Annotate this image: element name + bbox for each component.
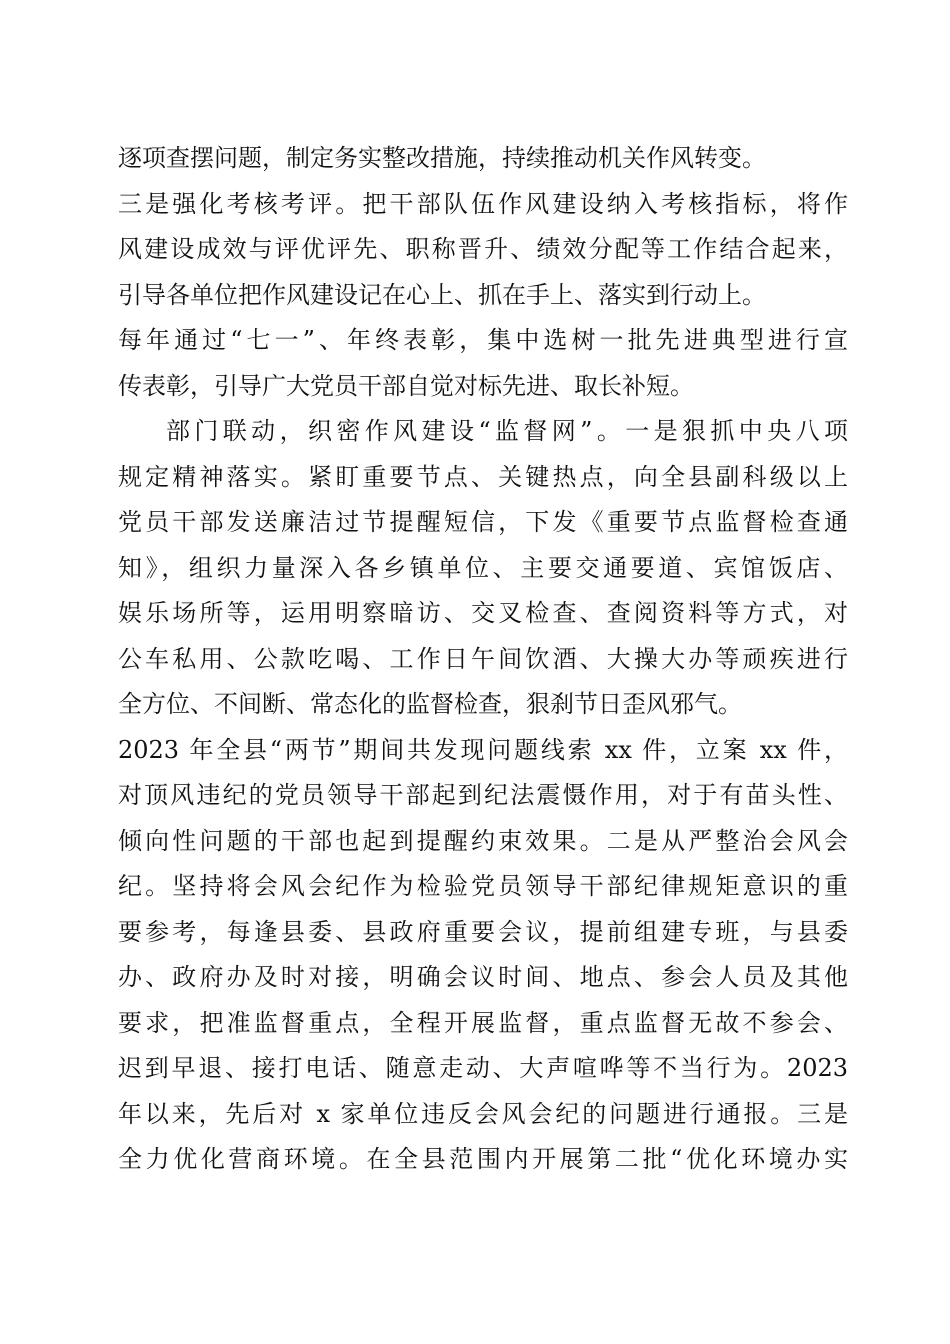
text-line: 办、政府办及时对接，明确会议时间、地点、参会人员及其他 xyxy=(118,963,848,991)
text-line: 公车私用、公款吃喝、工作日午间饮酒、大操大办等顽疾进行 xyxy=(118,644,848,673)
body-text xyxy=(118,136,848,1183)
text-line: 娱乐场所等，运用明察暗访、交叉检查、查阅资料等方式，对 xyxy=(118,599,848,627)
paragraph-heading-line: 部门联动，织密作风建设“监督网”。一是狠抓中央八项 xyxy=(166,417,848,445)
text-line: 规定精神落实。紧盯重要节点、关键热点，向全县副科级以上 xyxy=(118,462,848,491)
text-line: 迟到早退、接打电话、随意走动、大声喧哗等不当行为。2023 xyxy=(118,1054,848,1082)
text-line: 全力优化营商环境。在全县范围内开展第二批“优化环境办实 xyxy=(118,1145,848,1173)
text-line: 每年通过“七一”、年终表彰，集中选树一批先进典型进行宣 xyxy=(118,326,848,354)
text-line: 倾向性问题的干部也起到提醒约束效果。二是从严整治会风会 xyxy=(118,826,848,855)
text-line: 要求，把准监督重点，全程开展监督，重点监督无故不参会、 xyxy=(118,1008,848,1037)
text-line: 逐项查摆问题，制定务实整改措施，持续推动机关作风转变。 xyxy=(118,144,766,172)
text-line: 全方位、不间断、常态化的监督检查，狠刹节日歪风邪气。 xyxy=(118,690,742,718)
text-line: 对顶风违纪的党员领导干部起到纪法震慑作用，对于有苗头性、 xyxy=(118,781,848,809)
text-line: 传表彰，引导广大党员干部自觉对标先进、取长补短。 xyxy=(118,371,694,400)
text-line: 要参考，每逢县委、县政府重要会议，提前组建专班，与县委 xyxy=(118,917,848,946)
text-line: 年以来，先后对 x 家单位违反会风会纪的问题进行通报。三是 xyxy=(118,1099,848,1128)
text-line: 2023 年全县“两节”期间共发现问题线索 xx 件，立案 xx 件， xyxy=(118,735,848,764)
text-line: 纪。坚持将会风会纪作为检验党员领导干部纪律规矩意识的重 xyxy=(118,872,848,900)
text-line: 三是强化考核考评。把干部队伍作风建设纳入考核指标，将作 xyxy=(118,189,848,218)
text-line: 知》，组织力量深入各乡镇单位、主要交通要道、宾馆饭店、 xyxy=(118,553,848,582)
text-line: 风建设成效与评优评先、职称晋升、绩效分配等工作结合起来， xyxy=(118,235,848,263)
text-line: 党员干部发送廉洁过节提醒短信，下发《重要节点监督检查通 xyxy=(118,508,848,536)
text-line: 引导各单位把作风建设记在心上、抓在手上、落实到行动上。 xyxy=(118,280,766,309)
